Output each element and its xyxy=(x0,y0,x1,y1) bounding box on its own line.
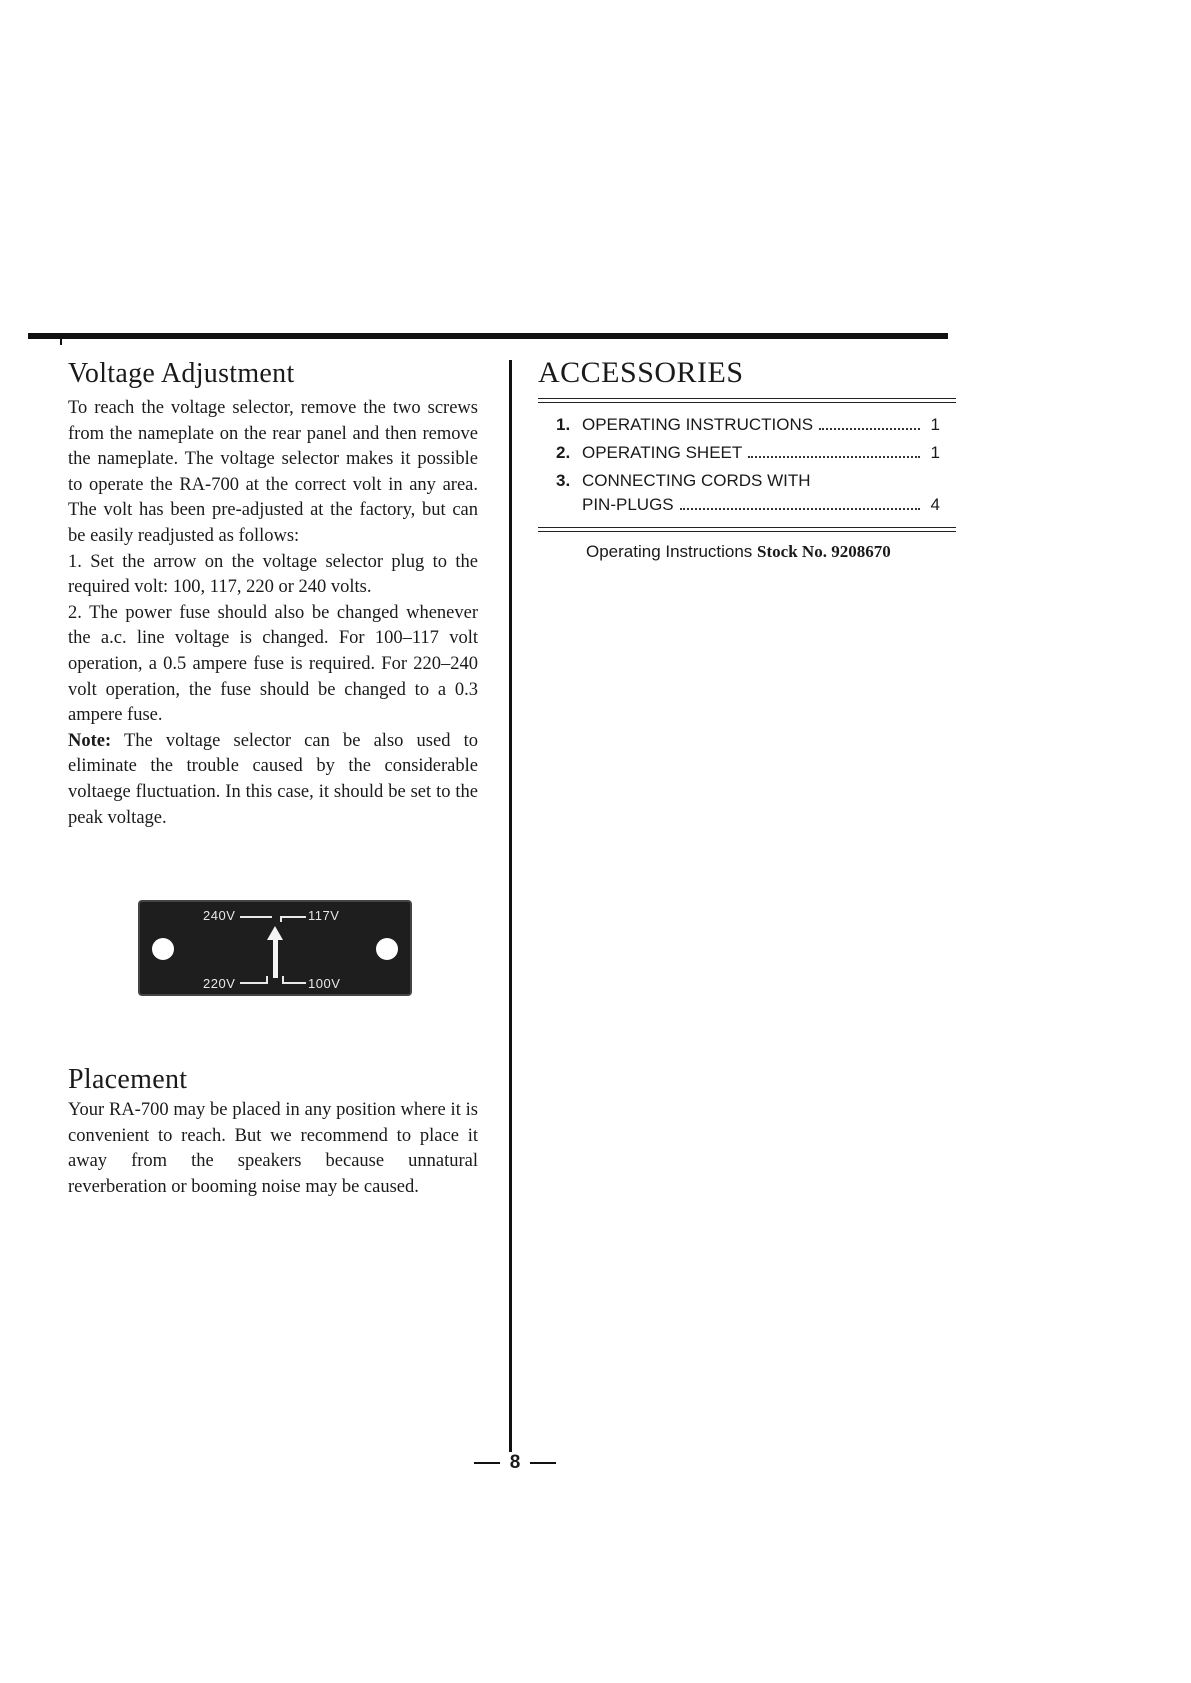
stock-number-line xyxy=(586,542,956,562)
voltage-step-1: 1. Set the arrow on the voltage selector plug to the required volt: 100, 117, 220 or 240 volts. xyxy=(68,551,478,598)
placement-section xyxy=(68,1064,478,1200)
dot-leader xyxy=(748,456,920,458)
page-number xyxy=(460,1452,570,1474)
item-quantity: 4 xyxy=(930,495,940,514)
dot-leader xyxy=(680,508,920,510)
voltage-adjustment-heading: Voltage Adjustment xyxy=(68,358,295,389)
voltage-adjustment-section xyxy=(68,358,478,831)
label-240v: 240V xyxy=(203,908,236,923)
wire-220-rise xyxy=(266,976,268,984)
item-label-line-2: PIN-PLUGS xyxy=(582,495,674,514)
page-dash-left xyxy=(474,1462,500,1464)
item-label: OPERATING INSTRUCTIONS xyxy=(582,415,814,434)
accessories-bottom-rule xyxy=(538,527,956,532)
stock-label: Operating Instructions xyxy=(586,542,753,561)
list-item xyxy=(538,469,956,517)
note-label: Note: xyxy=(68,730,112,751)
item-number: 3. xyxy=(556,471,571,490)
accessories-heading: ACCESSORIES xyxy=(538,356,744,389)
item-label: OPERATING SHEET xyxy=(582,443,743,462)
label-117v: 117V xyxy=(308,908,340,923)
stock-number: Stock No. 9208670 xyxy=(757,542,891,561)
item-label-line-1: CONNECTING CORDS WITH xyxy=(582,471,811,490)
page-number-value: 8 xyxy=(509,1452,521,1473)
column-divider xyxy=(509,360,512,1452)
voltage-selector-illustration xyxy=(138,900,412,996)
accessories-section xyxy=(538,356,956,562)
voltage-step-2: 2. The power fuse should also be changed whenever the a.c. line voltage is changed. For 100–117 volt operation, a 0.5 ampere fuse is required. For 220–240 volt operation, the fuse should be changed to a 0.3 ampere fuse. xyxy=(68,602,478,726)
placement-heading: Placement xyxy=(68,1064,188,1095)
voltage-note xyxy=(68,729,478,831)
voltage-adjustment-body xyxy=(68,396,478,831)
dot-leader xyxy=(819,428,920,430)
label-220v: 220V xyxy=(203,976,236,991)
list-item xyxy=(538,441,956,465)
placement-text: Your RA-700 may be placed in any position where it is convenient to reach. But we recommend to place it away from the speakers because unnatural reverberation or booming noise may be caused. xyxy=(68,1100,478,1197)
arrow-shaft xyxy=(273,938,278,978)
item-number: 1. xyxy=(556,415,571,434)
note-text: The voltage selector can be also used to eliminate the trouble caused by the considerable voltaege fluctuation. In this case, it should be set to the peak voltage. xyxy=(68,730,478,828)
wire-117 xyxy=(280,916,306,918)
screw-hole-right xyxy=(376,938,398,960)
wire-220 xyxy=(240,982,266,984)
top-rule-tick xyxy=(60,339,62,345)
screw-hole-left xyxy=(152,938,174,960)
list-item xyxy=(538,413,956,437)
top-rule xyxy=(28,333,948,339)
wire-100 xyxy=(282,982,306,984)
voltage-intro: To reach the voltage selector, remove the two screws from the nameplate on the rear panel and then remove the nameplate. The voltage selector makes it possible to operate the RA-700 at the correct volt in any area. The volt has been pre-adjusted at the factory, but can be easily readjusted as follows: xyxy=(68,398,478,546)
wire-117-drop xyxy=(280,916,282,922)
wire-240 xyxy=(240,916,272,918)
wire-100-rise xyxy=(282,976,284,984)
accessories-list xyxy=(538,403,956,527)
item-quantity: 1 xyxy=(930,415,940,434)
page-dash-right xyxy=(530,1462,556,1464)
item-number: 2. xyxy=(556,443,571,462)
placement-body xyxy=(68,1098,478,1200)
item-quantity: 1 xyxy=(930,443,940,462)
label-100v: 100V xyxy=(308,976,341,991)
